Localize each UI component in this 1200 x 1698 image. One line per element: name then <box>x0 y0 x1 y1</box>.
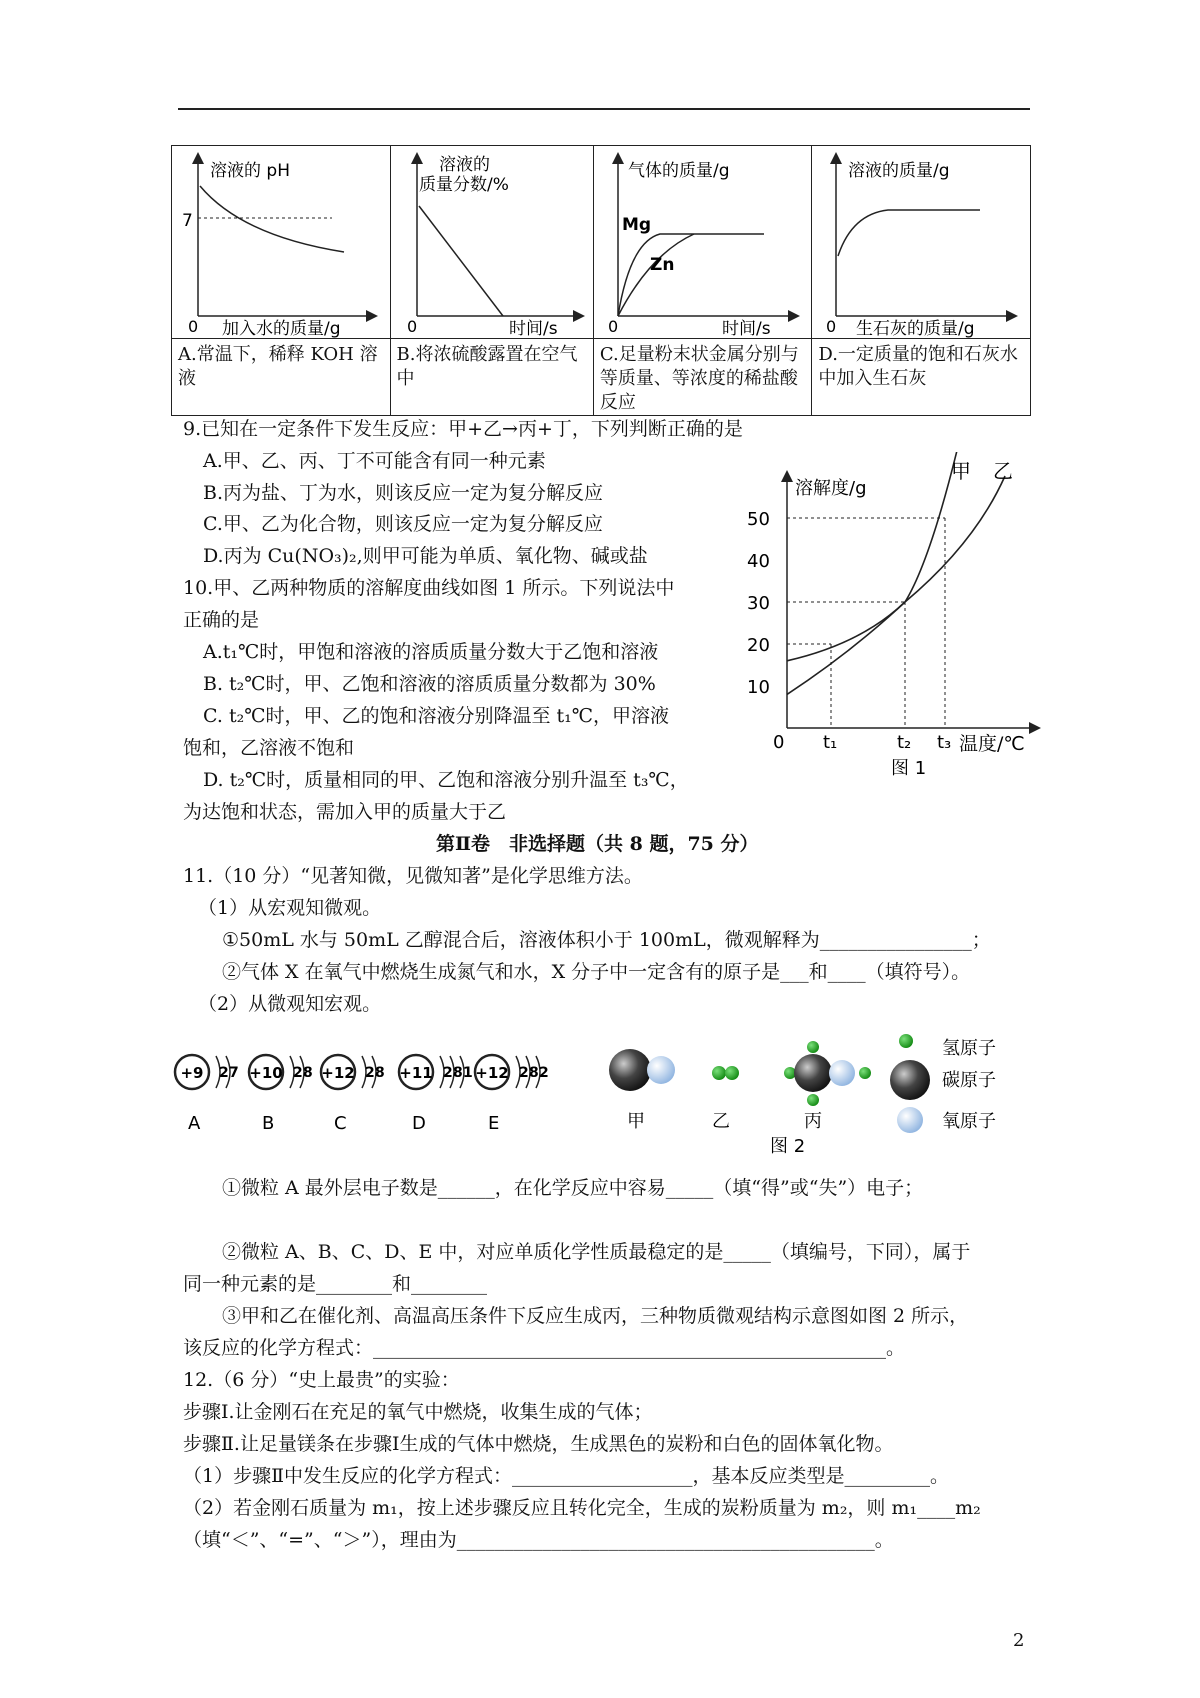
legend-oxygen-icon <box>897 1107 923 1133</box>
atom-A <box>175 1055 239 1134</box>
graph-c-xlabel: 时间/s <box>721 319 771 338</box>
q10-option-d-1: D. t₂℃时，质量相同的甲、乙饱和溶液分别升温至 t₃℃， <box>203 769 689 791</box>
atom-B-core: +10 <box>249 1064 283 1082</box>
graph-d-ylabel: 溶液的质量/g <box>848 161 950 181</box>
atom-B-shell-2: 8 <box>303 1065 313 1081</box>
fig1-ytick-50: 50 <box>747 509 770 530</box>
graph-a-origin: 0 <box>188 317 199 336</box>
q10-option-b: B. t₂℃时，甲、乙饱和溶液的溶质质量分数都为 30% <box>203 673 656 695</box>
q10-option-c-2: 饱和，乙溶液不饱和 <box>183 737 355 759</box>
q11-part-2c-2: 该反应的化学方程式：______________________________________________________。 <box>183 1337 906 1359</box>
q11-part-1a: ①50mL 水与 50mL 乙醇混合后，溶液体积小于 100mL，微观解释为________________； <box>222 929 991 951</box>
fig1-origin: 0 <box>773 732 785 753</box>
legend-hydrogen: 氢原子 <box>942 1038 996 1059</box>
atom-A-label: A <box>188 1113 201 1134</box>
graph-d <box>812 146 1025 338</box>
graph-b-ylabel-2: 质量分数/% <box>418 175 509 195</box>
q9-stem: 9.已知在一定条件下发生反应：甲+乙→丙+丁，下列判断正确的是 <box>183 418 743 440</box>
q12-step-2: 步骤Ⅱ.让足量镁条在步骤Ⅰ生成的气体中燃烧，生成黑色的炭粉和白色的固体氧化物。 <box>183 1433 894 1455</box>
graph-b-cell <box>390 146 593 339</box>
molecule-yi <box>712 1066 739 1080</box>
atom-A-core: +9 <box>180 1064 204 1082</box>
atom-E-label: E <box>488 1113 500 1134</box>
q12-step-1: 步骤Ⅰ.让金刚石在充足的氧气中燃烧，收集生成的气体； <box>183 1401 653 1423</box>
q10-option-c-1: C. t₂℃时，甲、乙的饱和溶液分别降温至 t₁℃，甲溶液 <box>203 705 669 727</box>
molecule-jia-label: 甲 <box>627 1111 645 1132</box>
atom-A-shell-1: 2 <box>219 1065 229 1081</box>
atom-B-label: B <box>262 1113 275 1134</box>
graph-d-xlabel: 生石灰的质量/g <box>856 319 975 338</box>
fig1-ytick-30: 30 <box>747 593 770 614</box>
fig1-xtick-1: t₁ <box>823 732 838 753</box>
q10-option-d-2: 为达饱和状态，需加入甲的质量大于乙 <box>183 801 507 823</box>
graph-b <box>391 146 589 338</box>
q12-part-1: （1）步骤Ⅱ中发生反应的化学方程式：___________________，基本反应类型是_________。 <box>183 1465 950 1487</box>
fig1-xtick-3: t₃ <box>937 732 952 753</box>
molecule-bing-label: 丙 <box>804 1111 822 1132</box>
q11-part-2a: ①微粒 A 最外层电子数是______，在化学反应中容易_____（填“得”或“失”）电子； <box>222 1177 924 1199</box>
atom-E-shell-3: 2 <box>539 1065 549 1081</box>
fig1-ytick-20: 20 <box>747 635 770 656</box>
q11-part-2b-2: 同一种元素的是________和________ <box>183 1273 488 1295</box>
atom-C-shell-1: 2 <box>365 1065 375 1081</box>
graph-c-origin: 0 <box>607 317 619 336</box>
atom-B-shell-1: 2 <box>293 1065 303 1081</box>
atom-E-shell-1: 2 <box>519 1065 529 1081</box>
fig1-series-a-label: 甲 <box>951 459 971 483</box>
atom-C-shell-2: 8 <box>375 1065 385 1081</box>
atom-D <box>399 1055 473 1134</box>
figure-2 <box>170 1030 1050 1160</box>
legend-carbon-icon <box>890 1060 930 1100</box>
q11-part-2: （2）从微观知宏观。 <box>198 993 382 1015</box>
atom-C-core: +12 <box>321 1064 355 1082</box>
graph-a-ylabel: 溶液的 pH <box>210 161 290 181</box>
atom-C <box>321 1055 385 1134</box>
q10-stem-2: 正确的是 <box>183 609 260 631</box>
atom-C-label: C <box>334 1113 347 1134</box>
fig2-caption: 图 2 <box>770 1136 806 1157</box>
legend-hydrogen-icon <box>899 1034 913 1048</box>
fig1-xtick-2: t₂ <box>897 732 912 753</box>
graph-b-origin: 0 <box>406 317 417 336</box>
graph-d-caption: D.一定质量的饱和石灰水中加入生石灰 <box>818 344 1018 389</box>
atom-A-shell-2: 7 <box>229 1065 239 1081</box>
graph-b-ylabel-1: 溶液的 <box>438 155 490 175</box>
atom-B <box>249 1055 313 1134</box>
q12-stem: 12.（6 分）“史上最贵”的实验： <box>183 1369 460 1391</box>
graph-c-ylabel: 气体的质量/g <box>627 161 730 181</box>
molecule-bing <box>784 1041 871 1106</box>
fig1-ytick-10: 10 <box>747 677 770 698</box>
atom-diagrams <box>175 1055 549 1134</box>
graph-c-cell <box>593 146 812 339</box>
q11-part-2c-1: ③甲和乙在催化剂、高温高压条件下反应生成丙，三种物质微观结构示意图如图 2 所示， <box>222 1305 969 1327</box>
molecule-jia <box>609 1049 675 1091</box>
graph-d-origin: 0 <box>826 317 837 336</box>
page-number: 2 <box>1013 1630 1025 1651</box>
graph-b-caption: B.将浓硫酸露置在空气中 <box>396 344 578 389</box>
graph-a-ytick: 7 <box>182 211 193 231</box>
q12-part-2a: （2）若金刚石质量为 m₁，按上述步骤反应且转化完全，生成的炭粉质量为 m₂，则 m₁____m₂ <box>183 1497 981 1519</box>
q11-part-2b-1: ②微粒 A、B、C、D、E 中，对应单质化学性质最稳定的是_____（填编号，下同），属于 <box>222 1241 971 1263</box>
q9-option-c: C.甲、乙为化合物，则该反应一定为复分解反应 <box>203 513 603 535</box>
q9-option-a: A.甲、乙、丙、丁不可能含有同一种元素 <box>203 450 546 472</box>
graph-c-caption: C.足量粉末状金属分别与等质量、等浓度的稀盐酸反应 <box>599 344 799 413</box>
graph-a-cell <box>172 146 391 339</box>
q11-part-1: （1）从宏观知微观。 <box>198 897 382 919</box>
atom-D-shell-1: 2 <box>443 1065 453 1081</box>
atom-E-core: +12 <box>475 1064 509 1082</box>
atom-D-core: +11 <box>399 1064 433 1082</box>
atom-E <box>475 1055 549 1134</box>
fig1-caption: 图 1 <box>891 758 927 779</box>
q11-stem: 11.（10 分）“见著知微，见微知著”是化学思维方法。 <box>183 865 643 887</box>
graph-b-xlabel: 时间/s <box>508 319 558 338</box>
q10-stem-1: 10.甲、乙两种物质的溶解度曲线如图 1 所示。下列说法中 <box>183 577 675 599</box>
graph-c-zn-label: Zn <box>649 255 675 275</box>
section-2-title: 第Ⅱ卷 非选择题（共 8 题，75 分） <box>436 833 759 855</box>
graph-c-mg-label: Mg <box>621 215 651 235</box>
figure-1-solubility-chart <box>745 452 1045 782</box>
legend-carbon: 碳原子 <box>942 1070 996 1091</box>
fig1-xlabel: 温度/℃ <box>959 733 1025 755</box>
q11-part-1b: ②气体 X 在氧气中燃烧生成氮气和水，X 分子中一定含有的原子是___和____（填符号）。 <box>222 961 971 983</box>
graph-a <box>172 146 385 338</box>
q9-option-d: D.丙为 Cu(NO₃)₂,则甲可能为单质、氧化物、碱或盐 <box>203 545 648 567</box>
atom-D-shell-3: 1 <box>463 1065 473 1081</box>
graph-a-caption: A.常温下，稀释 KOH 溶液 <box>178 344 378 389</box>
q12-part-2b: （填“＜”、“=”、“＞”），理由为____________________________________________。 <box>183 1529 894 1551</box>
q10-option-a: A.t₁℃时，甲饱和溶液的溶质质量分数大于乙饱和溶液 <box>203 641 659 663</box>
fig1-series-b-label: 乙 <box>993 459 1013 483</box>
graph-c <box>594 146 807 338</box>
atom-D-label: D <box>412 1113 426 1134</box>
fig1-series-b-curve <box>787 476 1005 661</box>
fig1-ylabel: 溶解度/g <box>795 478 867 499</box>
molecule-yi-label: 乙 <box>712 1111 730 1132</box>
header-rule <box>178 108 1030 110</box>
graphs-table <box>171 145 1031 416</box>
graph-a-xlabel: 加入水的质量/g <box>222 319 341 338</box>
q9-option-b: B.丙为盐、丁为水，则该反应一定为复分解反应 <box>203 482 604 504</box>
fig1-ytick-40: 40 <box>747 551 770 572</box>
atom-D-shell-2: 8 <box>453 1065 463 1081</box>
graph-d-cell <box>812 146 1031 339</box>
legend-oxygen: 氧原子 <box>942 1111 996 1132</box>
atom-E-shell-2: 8 <box>529 1065 539 1081</box>
